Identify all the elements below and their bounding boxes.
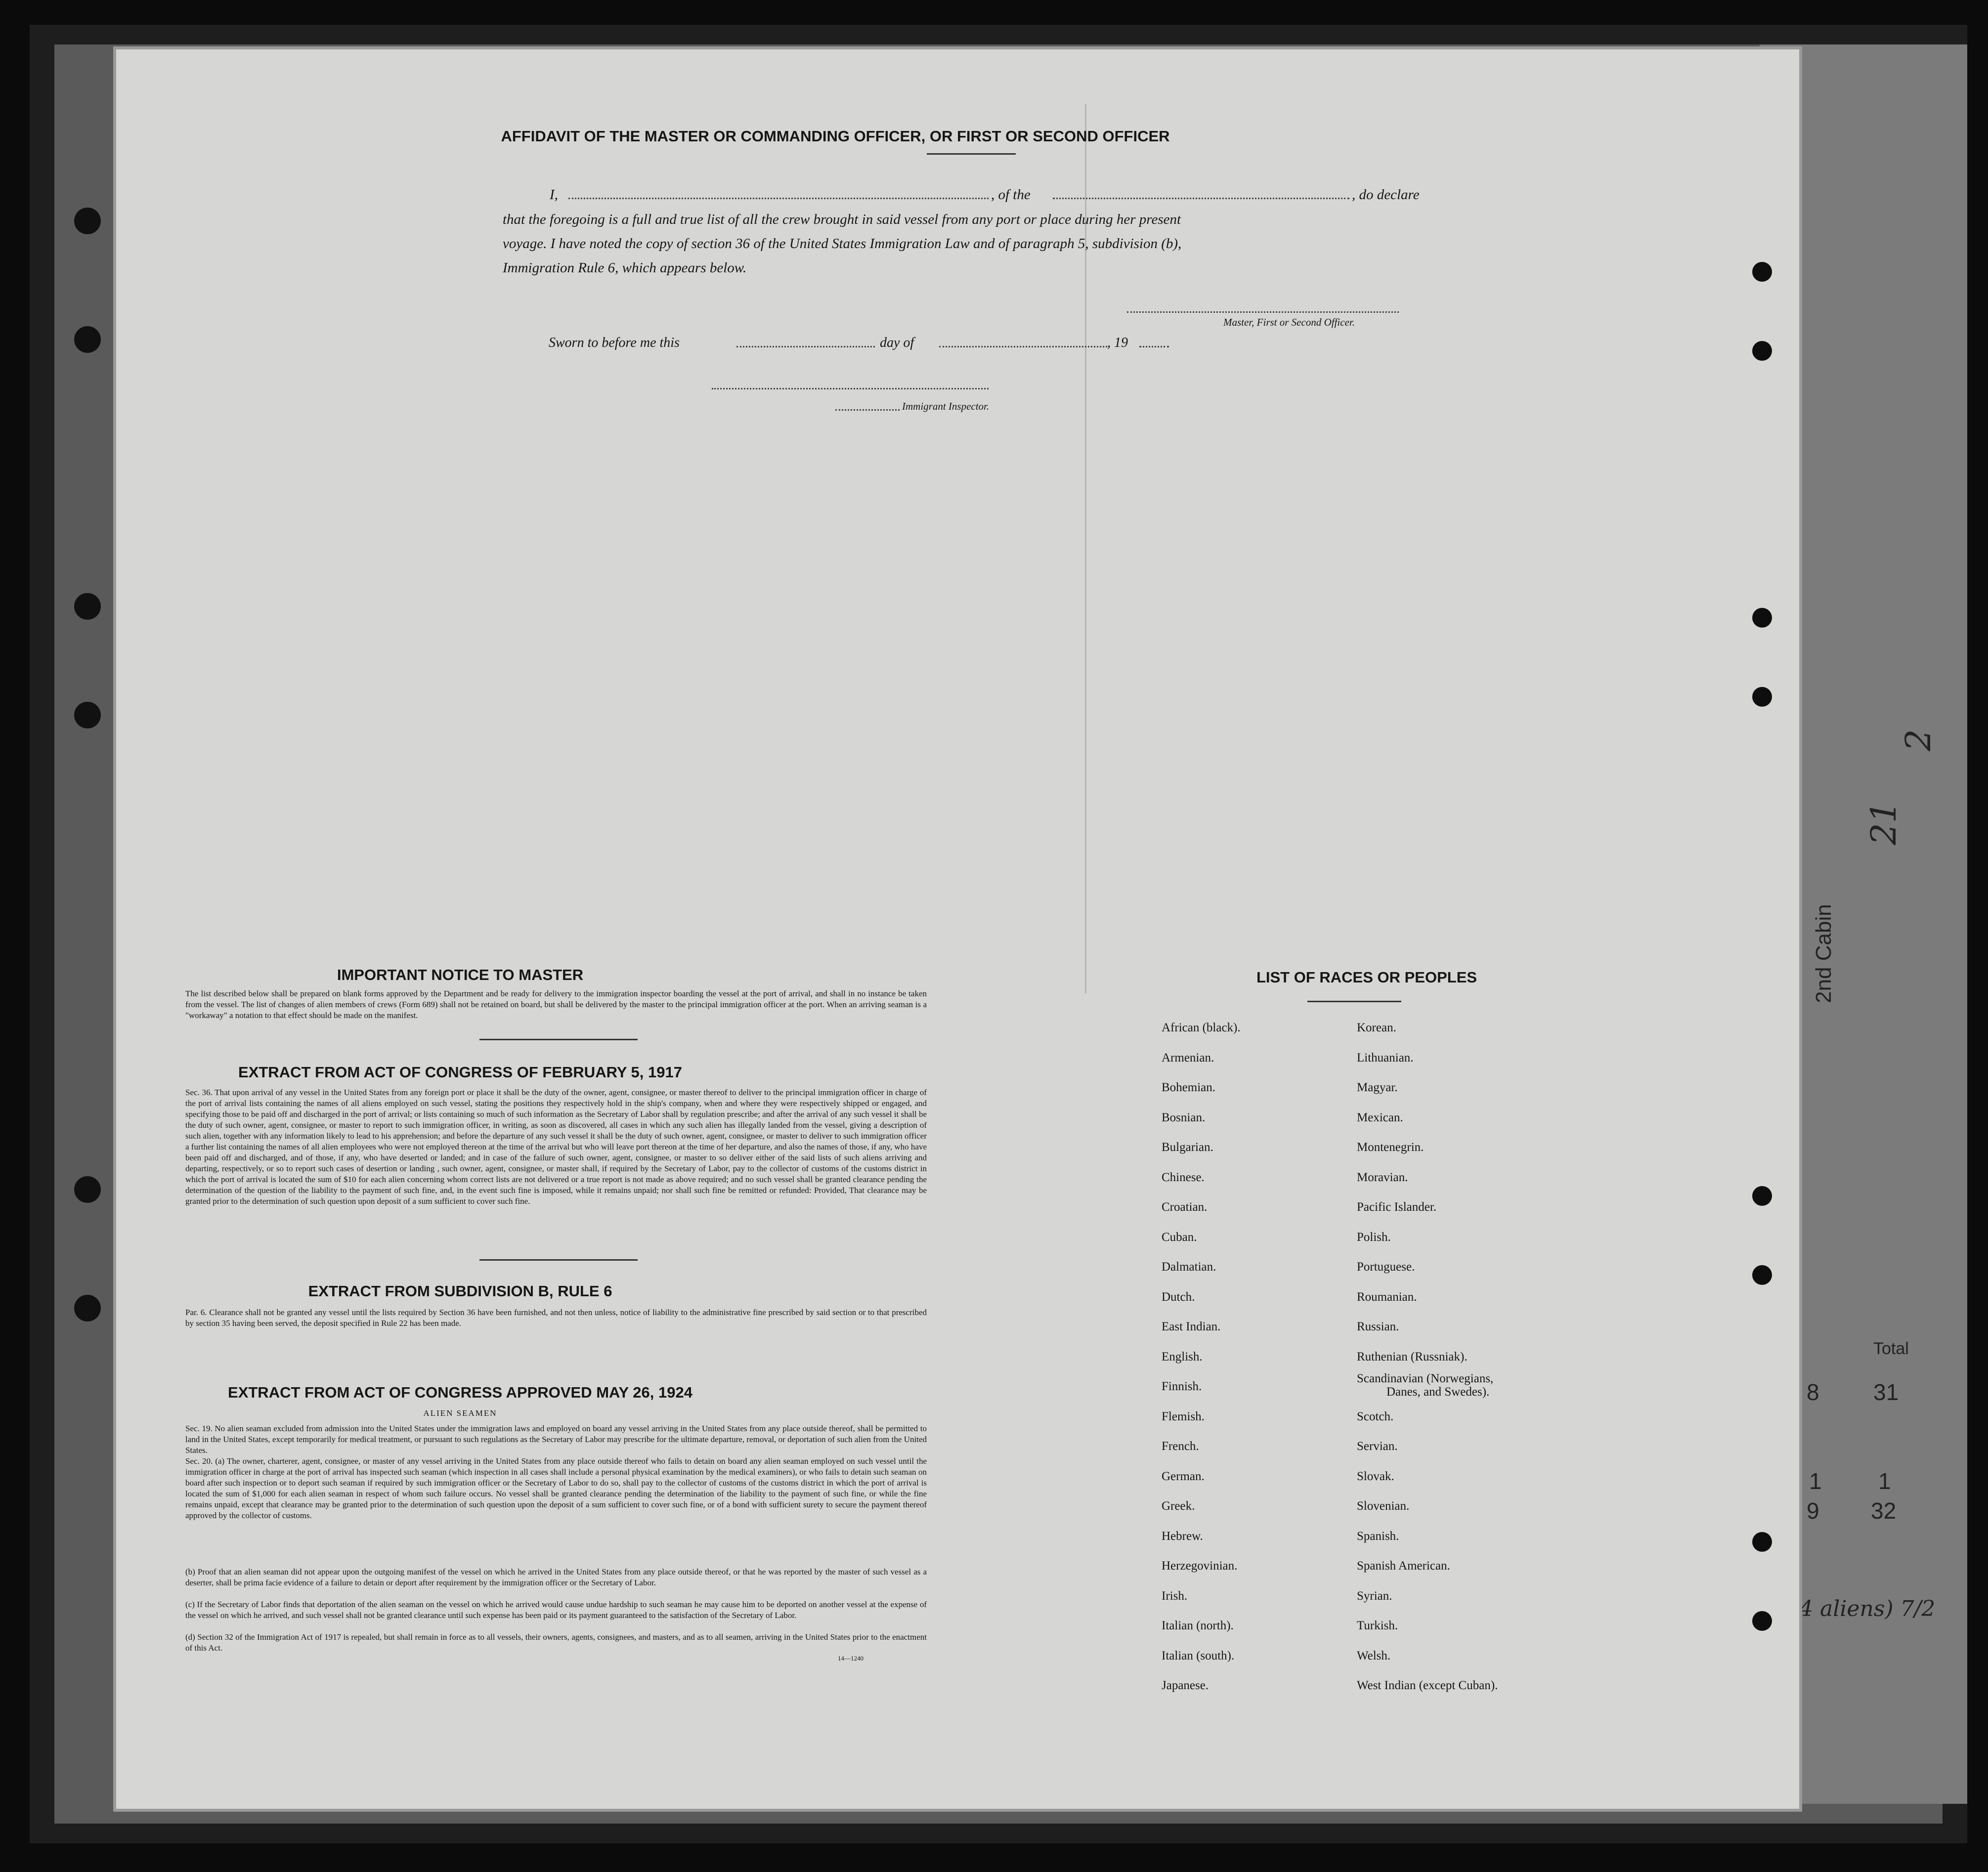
race-item: Scotch. bbox=[1357, 1409, 1394, 1423]
count-1a: 1 bbox=[1809, 1468, 1822, 1494]
races-column-1 bbox=[1162, 1013, 1241, 1701]
race-item: Syrian. bbox=[1357, 1589, 1392, 1603]
race-item: Herzegovinian. bbox=[1162, 1559, 1238, 1573]
section-rule bbox=[479, 1259, 638, 1261]
section-rule bbox=[479, 1039, 638, 1040]
race-item: Ruthenian (Russniak). bbox=[1357, 1350, 1468, 1363]
sworn-month-blank[interactable] bbox=[939, 346, 1107, 347]
handwritten-21: 21 bbox=[1863, 801, 1904, 845]
race-item: Chinese. bbox=[1162, 1170, 1205, 1184]
year-prefix: , 19 bbox=[1107, 335, 1128, 350]
extract-1924-sec20c: (c) If the Secretary of Labor finds that deportation of the alien seaman on the vessel on which he arrived would cause undue hardship to such seaman he may cause him to be deported on another vessel at the expense of the vessel on which he arrived, and such vessel shall not be granted clearance until such expense has been paid or its payment guaranteed to the satisfaction of the Secretary of Labor. bbox=[185, 1600, 927, 1620]
race-item: English. bbox=[1162, 1350, 1203, 1363]
cabin-label: 2nd Cabin bbox=[1812, 904, 1836, 1003]
race-item: Moravian. bbox=[1357, 1170, 1408, 1184]
binder-hole bbox=[74, 702, 101, 728]
races-title: LIST OF RACES OR PEOPLES bbox=[1256, 969, 1477, 986]
race-item: Italian (south). bbox=[1162, 1649, 1235, 1662]
race-item: Armenian. bbox=[1162, 1051, 1214, 1064]
binder-hole bbox=[74, 1176, 101, 1203]
inspector-lead-dots bbox=[835, 409, 900, 411]
race-item: Bohemian. bbox=[1162, 1081, 1216, 1094]
race-item: Croatian. bbox=[1162, 1200, 1208, 1214]
punch-hole bbox=[1752, 1611, 1772, 1631]
race-item: Italian (north). bbox=[1162, 1619, 1234, 1632]
race-item: Portuguese. bbox=[1357, 1260, 1415, 1274]
extract-1917-text: Sec. 36. That upon arrival of any vessel in the United States from any foreign port or place it shall be the duty of the owner, agent, consignee, or master thereof to deliver to the principal immigration officer in charge of the port of arrival lists containing the names of all aliens employed on such vessel, stating the positions they respectively hold in the ship's company, when and where they were respectively shipped or engaged, and specifying those to be paid off and discharged in the port of arrival; or lists containing so much of such information as the Secretary of Labor shall by regulation prescribe; and after the arrival of any such vessel it shall be the duty of such owner, agent, consignee, or master to report to such immigration officer, in writing, as soon as discovered, all cases in which any such alien has illegally landed from the vessel, giving a description of such alien, together with any information likely to lead to his apprehension; and before the departure of any such vessel it shall be the duty of such owner, agent, consignee, or master to deliver to such immigration officer a further list containing the names of all alien employees who were not employed thereon at the time of the arrival but who will leave port thereon at the time of her departure, and also the names of those, if any, who have been paid off and discharged, and of those, if any, who have deserted or landed; and in case of the failure of such owner, agent, consignee, or master to so deliver either of the said lists of such aliens arriving and departing, respectively, or so to report such cases of desertion or landing , such owner, agent, consignee, or master shall, if required by the Secretary of Labor, pay to the collector of customs of the customs district in which the port of arrival is located the sum of $10 for each alien concerning whom correct lists are not delivered or a true report is not made as above required; and no such vessel shall be granted clearance pending the determination of the question of the liability to the payment of such fine, and, in the event such fine is imposed, while it remains unpaid; nor shall such fine be remitted or refunded: Provided, That clearance may be granted prior to the determination of such question upon deposit of a sum sufficient to cover such fine. bbox=[185, 1088, 927, 1206]
master-signature-blank[interactable] bbox=[1127, 311, 1399, 313]
affidavit-line-1: that the foregoing is a full and true list of all the crew brought in said vessel from any port or place during her present bbox=[503, 212, 1181, 227]
race-item: Turkish. bbox=[1357, 1619, 1398, 1632]
race-item: Dutch. bbox=[1162, 1290, 1195, 1304]
count-32: 32 bbox=[1871, 1498, 1897, 1524]
race-item: Bosnian. bbox=[1162, 1110, 1206, 1124]
punch-hole bbox=[1752, 608, 1772, 628]
count-31: 31 bbox=[1873, 1379, 1899, 1405]
total-label: Total bbox=[1873, 1339, 1909, 1358]
form-number: 14—1240 bbox=[838, 1655, 864, 1662]
race-item: Spanish. bbox=[1357, 1529, 1399, 1543]
race-item: Korean. bbox=[1357, 1021, 1396, 1034]
count-1b: 1 bbox=[1878, 1468, 1891, 1494]
handwritten-2: 2 bbox=[1898, 729, 1939, 751]
affidavit-page bbox=[116, 49, 1799, 1809]
affidavit-line-3: Immigration Rule 6, which appears below. bbox=[503, 260, 747, 276]
race-item: Japanese. bbox=[1162, 1679, 1209, 1692]
notice-title: IMPORTANT NOTICE TO MASTER bbox=[337, 966, 584, 983]
race-item: Polish. bbox=[1357, 1230, 1391, 1244]
race-item: Magyar. bbox=[1357, 1081, 1398, 1094]
extract-1924-sec20b: (b) Proof that an alien seaman did not appear upon the outgoing manifest of the vessel on which he arrived in the United States from any place outside thereof, or that he was reported by the master of such vessel as a deserter, shall be prima facie evidence of a failure to detain or deport after requirement by the immigration officer or the Secretary of Labor. bbox=[185, 1567, 927, 1587]
count-9: 9 bbox=[1807, 1498, 1819, 1524]
punch-hole bbox=[1752, 262, 1772, 282]
race-item: Roumanian. bbox=[1357, 1290, 1417, 1304]
sworn-day-blank[interactable] bbox=[736, 346, 875, 347]
punch-hole bbox=[1752, 341, 1772, 361]
vessel-blank[interactable] bbox=[1053, 198, 1349, 199]
race-item: East Indian. bbox=[1162, 1320, 1221, 1333]
race-item: Lithuanian. bbox=[1357, 1051, 1414, 1064]
race-item: Servian. bbox=[1357, 1440, 1398, 1453]
race-item: African (black). bbox=[1162, 1021, 1241, 1034]
race-item: Russian. bbox=[1357, 1320, 1399, 1333]
race-item: Irish. bbox=[1162, 1589, 1188, 1603]
race-item: Pacific Islander. bbox=[1357, 1200, 1437, 1214]
binder-hole bbox=[74, 593, 101, 620]
declare-i: I, bbox=[550, 187, 558, 203]
race-item: Greek. bbox=[1162, 1499, 1195, 1513]
extract-rule6-title: EXTRACT FROM SUBDIVISION B, RULE 6 bbox=[308, 1282, 612, 1300]
extract-1917-title: EXTRACT FROM ACT OF CONGRESS OF FEBRUARY 5, 1917 bbox=[238, 1064, 682, 1081]
extract-1924-sec20a: Sec. 20. (a) The owner, charterer, agent, consignee, or master of any vessel arriving in the United States from any place outside thereof who fails to detain on board any alien seaman employed on such vessel until the immigration officer in charge at the port of arrival has inspected such seaman (which inspection in all cases shall include a personal physical examination by the medical examiners), or who fails to detain such seaman on board after such inspection or to deport such seaman if required by such immigration officer or the Secretary of Labor to do so, shall pay to the collector of customs of the customs district in which the port of arrival is located the sum of $1,000 for each alien seaman in respect of whom such failure occurs. No vessel shall be granted clearance pending the determination of the liability to the payment of such fine, or while the fine remains unpaid, except that clearance may be granted prior to the determination of such question upon the deposit of a sum sufficient to cover such fine, or of a bond with sufficient surety to secure the payment thereof approved by the collector of customs. bbox=[185, 1456, 927, 1520]
race-scandinavian-cont: Danes, and Swedes). bbox=[1386, 1385, 1490, 1399]
race-item: Bulgarian. bbox=[1162, 1141, 1213, 1154]
punch-hole bbox=[1752, 687, 1772, 707]
aliens-note: 4 aliens) 7/2 bbox=[1799, 1596, 1936, 1621]
name-blank[interactable] bbox=[568, 198, 989, 199]
punch-hole bbox=[1752, 1186, 1772, 1206]
inspector-signature-blank[interactable] bbox=[712, 388, 989, 389]
binder-hole bbox=[74, 1295, 101, 1321]
race-item: Slovak. bbox=[1357, 1469, 1394, 1483]
extract-1924-title: EXTRACT FROM ACT OF CONGRESS APPROVED MAY 26, 1924 bbox=[228, 1384, 692, 1401]
extract-rule6-text: Par. 6. Clearance shall not be granted any vessel until the lists required by Section 36 have been furnished, and not then unless, notice of liability to the administrative fine prescribed by said section or to that prescribed by section 35 having been served, the deposit specified in Rule 22 has been made. bbox=[185, 1308, 927, 1328]
master-label: Master, First or Second Officer. bbox=[1223, 316, 1355, 328]
race-item: Finnish. bbox=[1162, 1380, 1202, 1393]
affidavit-line-2: voyage. I have noted the copy of section 36 of the United States Immigration Law and of paragraph 5, subdivision (b), bbox=[503, 236, 1182, 252]
race-item: Dalmatian. bbox=[1162, 1260, 1216, 1274]
count-8: 8 bbox=[1807, 1379, 1819, 1405]
title-rule bbox=[927, 153, 1016, 155]
day-of-label: day of bbox=[880, 335, 914, 350]
punch-hole bbox=[1752, 1265, 1772, 1285]
binder-hole bbox=[74, 326, 101, 353]
alien-seamen-subtitle: ALIEN SEAMEN bbox=[423, 1408, 497, 1418]
declare-do: , do declare bbox=[1352, 187, 1420, 203]
races-column-2 bbox=[1357, 1013, 1498, 1701]
binder-hole bbox=[74, 208, 101, 234]
extract-1924-sec19: Sec. 19. No alien seaman excluded from admission into the United States under the immigration laws and employed on board any vessel arriving in the United States from any place outside thereof, shall be permitted to land in the United States, except temporarily for medical treatment, or pursuant to such regulations as the Secretary of Labor may prescribe for the ultimate departure, removal, or deportation of such alien from the United States. bbox=[185, 1424, 927, 1455]
race-item: German. bbox=[1162, 1469, 1205, 1483]
race-item: West Indian (except Cuban). bbox=[1357, 1679, 1498, 1692]
inspector-label: Immigrant Inspector. bbox=[902, 400, 990, 412]
race-item bbox=[1357, 1372, 1498, 1402]
race-item: Slovenian. bbox=[1357, 1499, 1410, 1513]
notice-text: The list described below shall be prepared on blank forms approved by the Department and be ready for delivery to the immigration inspector boarding the vessel at the port of arrival, and shall in no instance be taken from the vessel. The list of changes of alien members of crews (Form 689) shall not be retained on board, but shall be delivered by the master to the principal immigration officer at the port. When an arriving seaman is a "workaway" a notation to that effect should be made on the manifest. bbox=[185, 989, 927, 1020]
race-item: Spanish American. bbox=[1357, 1559, 1450, 1573]
declare-of-the: , of the bbox=[991, 187, 1031, 203]
race-item: Welsh. bbox=[1357, 1649, 1391, 1662]
extract-1924-sec20d: (d) Section 32 of the Immigration Act of 1917 is repealed, but shall remain in force as to all vessels, their owners, agents, consignees, and masters, and as to all seamen, arriving in the United States prior to the enactment of this Act. bbox=[185, 1632, 927, 1653]
affidavit-title: AFFIDAVIT OF THE MASTER OR COMMANDING OFFICER, OR FIRST OR SECOND OFFICER bbox=[501, 128, 1170, 145]
race-scandinavian: Scandinavian (Norwegians, bbox=[1357, 1372, 1494, 1385]
race-item: Mexican. bbox=[1357, 1110, 1403, 1124]
year-blank[interactable] bbox=[1139, 346, 1169, 347]
race-item: Montenegrin. bbox=[1357, 1141, 1424, 1154]
race-item: Flemish. bbox=[1162, 1409, 1205, 1423]
races-rule bbox=[1307, 1001, 1401, 1002]
sworn-label: Sworn to before me this bbox=[549, 335, 680, 350]
race-item: Cuban. bbox=[1162, 1230, 1197, 1244]
race-item: French. bbox=[1162, 1440, 1199, 1453]
punch-hole bbox=[1752, 1532, 1772, 1552]
race-item: Hebrew. bbox=[1162, 1529, 1203, 1543]
